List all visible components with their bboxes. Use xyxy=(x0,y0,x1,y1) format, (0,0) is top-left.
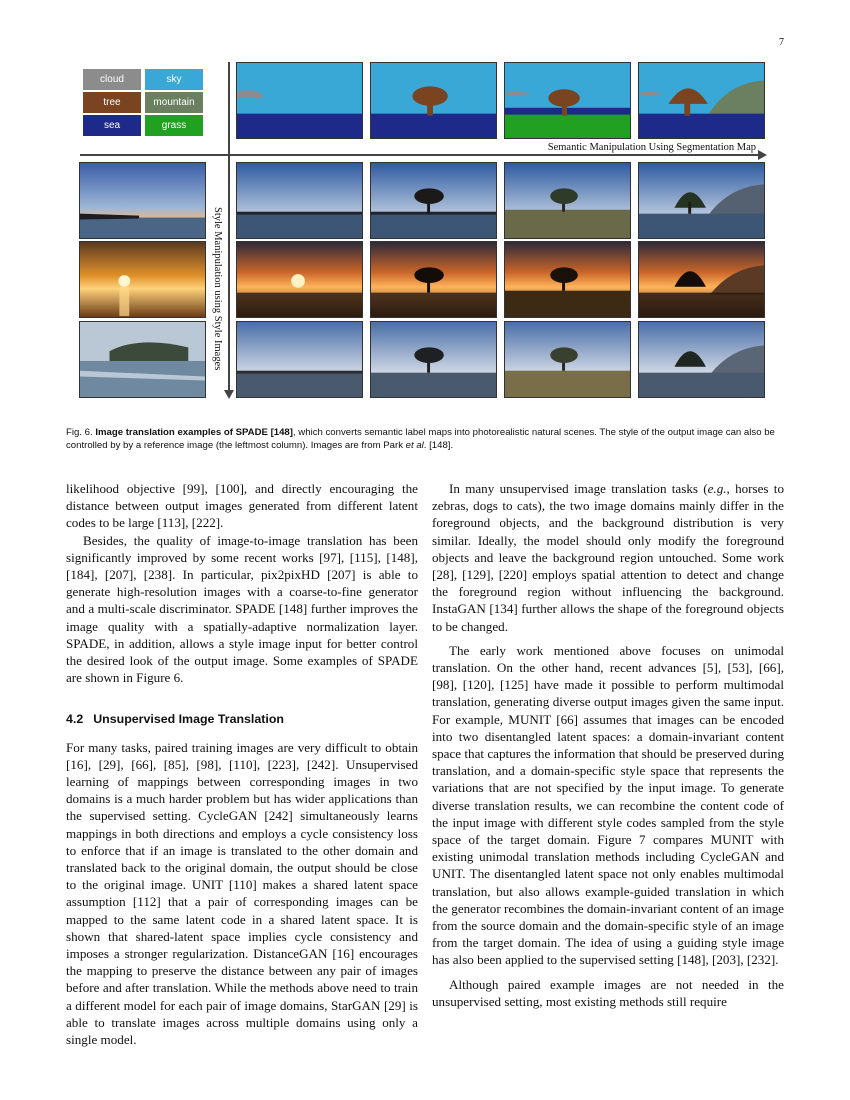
legend-sky xyxy=(145,69,203,90)
output-r1-c4 xyxy=(638,162,765,239)
segmap-tree xyxy=(370,62,497,139)
style-image-dusk xyxy=(79,162,206,239)
horizontal-axis-line xyxy=(80,154,760,156)
right-column xyxy=(432,480,784,1010)
caption-text-end: . [148]. xyxy=(423,440,454,451)
legend-label: cloud xyxy=(100,74,124,85)
paragraph: Besides, the quality of image-to-image translation has been significantly improved by some recent works [97], [115], [148], [184], [207], [238]. In particular, pix2pixHD [207] is able to generate high-resolution images with a coarse-to-fine generator and a multi-scale discriminator. SPADE [148] further improves the image quality with a spatially-adaptive normalization layer. SPADE, in addition, allows a style image input for better control the desired look of the output image. Some examples of SPADE are shown in Figure 6. xyxy=(66,532,418,686)
legend-tree xyxy=(83,92,141,113)
text-run: In many unsupervised image translation tasks ( xyxy=(449,481,708,496)
left-column xyxy=(66,480,418,1048)
segmap-sea xyxy=(236,62,363,139)
paragraph: The early work mentioned above focuses on unimodal translation. On the other hand, recent advances [5], [53], [66], [98], [120], [125] have made it possible to perform multimodal translation, generating diverse output images given the same input. For example, MUNIT [66] assumes that images can be encoded into two disentangled latent spaces: a domain-invariant content space that captures the information that should be preserved during translation, and a domain-specific style space that represents the variations that are not specified by the input image. To generate diverse translation results, we can recombine the content code of the input image with different style codes sampled from the style space of the target domain. Figure 7 compares MUNIT with existing unimodal translation methods including CycleGAN and UNIT. The disentangled latent space not only enables multimodal translation, but also allows example-guided translation in which the generator recombines the domain-invariant content of an image from the source domain and the domain-specific style of an image from the target domain. The idea of using a guiding style image has also been applied to the supervised setting [148], [203], [232]. xyxy=(432,642,784,968)
output-r1-c2 xyxy=(370,162,497,239)
legend-mountain xyxy=(145,92,203,113)
output-r2-c4 xyxy=(638,241,765,318)
output-r1-c3 xyxy=(504,162,631,239)
output-r2-c2 xyxy=(370,241,497,318)
style-image-painting xyxy=(79,321,206,398)
horizontal-arrow-icon xyxy=(758,150,767,160)
output-r3-c2 xyxy=(370,321,497,398)
text-italic: e.g. xyxy=(707,481,727,496)
section-number: 4.2 xyxy=(66,712,84,727)
legend-label: sky xyxy=(166,74,182,85)
legend-label: tree xyxy=(103,97,121,108)
legend-grass xyxy=(145,115,203,136)
page-number: 7 xyxy=(779,37,784,48)
caption-prefix: Fig. 6. xyxy=(66,427,93,438)
output-r3-c4 xyxy=(638,321,765,398)
paragraph xyxy=(432,480,784,635)
text-run: , horses to zebras, dogs to cats), the two image domains mainly differ in the foreground objects, and the background distribution is very similar. Ideally, the model should only modify the foreground objects and leave the background region untouched. Some work [28], [129], [220] employs spatial attention to detect and change the foreground region without influencing the background. InstaGAN [134] further allows the shape of the foreground objects to be changed. xyxy=(432,481,784,634)
legend-label: mountain xyxy=(153,97,195,108)
caption-bold: Image translation examples of SPADE [148] xyxy=(95,427,293,438)
legend-sea xyxy=(83,115,141,136)
vertical-axis-line xyxy=(228,62,230,392)
legend-cloud xyxy=(83,69,141,90)
caption-italic: et al xyxy=(405,440,424,451)
output-r3-c1 xyxy=(236,321,363,398)
legend-label: sea xyxy=(103,120,121,131)
paragraph: For many tasks, paired training images are very difficult to obtain [16], [29], [66], [85], [98], [110], [223], [242]. Unsupervised learning of mappings between corresponding images in two domains is a much harder problem but has wider applications than the supervised setting. CycleGAN [242] simultaneously learns mappings in both directions and employs a cycle consistency loss to enforce that if an image is translated to the other domain and translated back to the original domain, the output should be close to the original image. UNIT [110] makes a shared latent space assumption [112] that a pair of corresponding images can be mapped to the same latent code in a shared latent space. It is shown that shared-latent space implies cycle consistency and imposes a stronger regularization. DistanceGAN [16] encourages the mapping to preserve the distance between any pair of images before and after translation. While the methods above need to train a different model for each pair of image domains, StarGAN [29] is able to translate images across multiple domains using only a single model. xyxy=(66,739,418,1048)
section-heading xyxy=(66,711,418,728)
segmap-mountain xyxy=(638,62,765,139)
legend-label: grass xyxy=(161,120,187,131)
output-r2-c1 xyxy=(236,241,363,318)
vertical-arrow-icon xyxy=(224,390,234,399)
segmap-grass xyxy=(504,62,631,139)
output-r2-c3 xyxy=(504,241,631,318)
output-r1-c1 xyxy=(236,162,363,239)
vertical-axis-label: Style Manipulation using Style Images xyxy=(212,207,223,371)
caption-text: , which converts semantic label maps into photorealistic natural scenes. The style of the output image can also be controlled by by a reference image (the leftmost column). Images are from Park xyxy=(66,427,775,451)
section-title: Unsupervised Image Translation xyxy=(93,712,284,727)
paragraph: likelihood objective [99], [100], and directly encouraging the distance between output images generated from different latent codes to be large [113], [222]. xyxy=(66,481,418,531)
style-image-sunset xyxy=(79,241,206,318)
output-r3-c3 xyxy=(504,321,631,398)
figure-caption xyxy=(66,426,784,452)
paragraph: Although paired example images are not needed in the unsupervised setting, most existing methods still require xyxy=(432,976,784,1009)
horizontal-axis-label: Semantic Manipulation Using Segmentation Map xyxy=(500,142,758,153)
figure-6 xyxy=(0,0,850,460)
